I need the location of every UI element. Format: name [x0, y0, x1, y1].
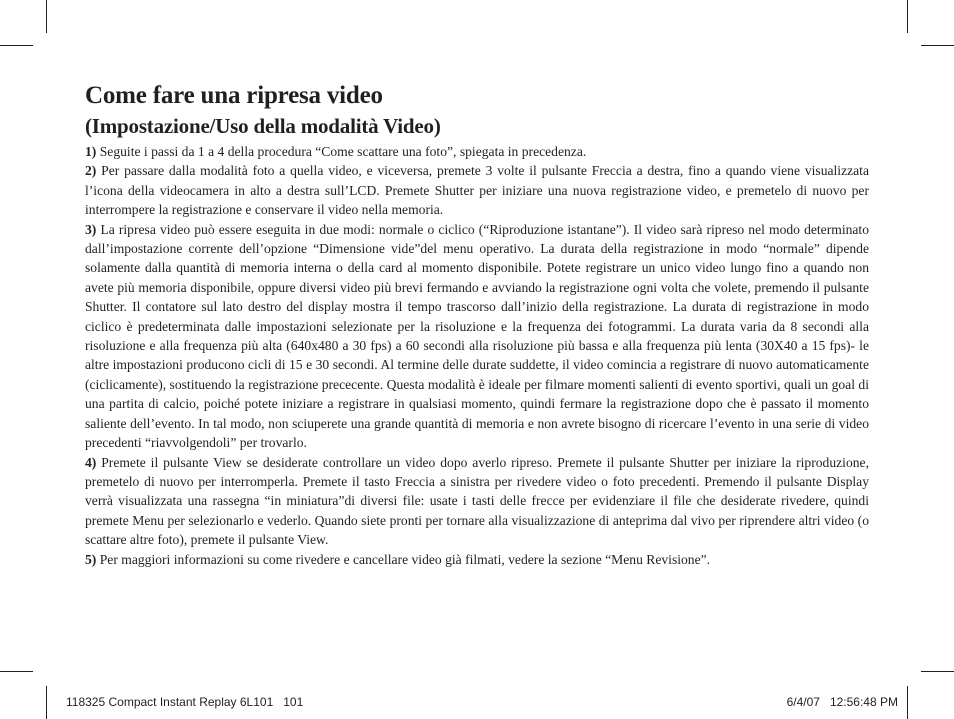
crop-mark-bottom-right-horizontal — [921, 671, 954, 672]
print-slug-filename: 118325 Compact Instant Replay 6L101 101 — [66, 695, 304, 709]
page-title: Come fare una ripresa video — [85, 82, 383, 109]
crop-mark-bottom-left-horizontal — [0, 671, 33, 672]
step-text: Seguite i passi da 1 a 4 della procedura “Come scattare una foto”, spiegata in precedenza. — [99, 144, 587, 159]
crop-mark-bottom-right-vertical — [907, 686, 908, 719]
crop-mark-top-left-horizontal — [0, 45, 33, 46]
step-text: Premete il pulsante View se desiderate controllare un video dopo averlo ripreso. Premete il pulsante Shutter per iniziare la riproduzione, premetelo di nuovo per interromperla. Premete il tasto Freccia a sinistra per rivedere video o foto precedenti. Premendo il pulsante Display verrà visualizzata una rassegna “in miniatura”di diversi file: usate i tasti delle frecce per evidenziare il file che desiderate rivedere, quindi premete Menu per selezionarlo e vederlo. Quando siete pronti per tornare alla visualizzazione di anteprima dal vivo per riprendere altri video (o scattare altre foto), premete il pulsante View. — [85, 454, 869, 548]
step-text: Per maggiori informazioni su come rivedere e cancellare video già filmati, vedere la sezione “Menu Revisione”. — [99, 551, 711, 567]
step-4 — [85, 453, 869, 550]
step-text: La ripresa video può essere eseguita in due modi: normale o ciclico (“Riproduzione istantane”). Il video sarà ripreso nel modo determinato dall’impostazione corrente dell’opzione “Dimensione vide”del menu operativo. La durata della registrazione in modo “normale” dipende solamente dalla quantità di memoria interna o della card al momento disponibile. Potete registrare un unico video lungo fino a quando non avete più memoria disponibile, oppure diversi video più brevi fermando e avviando la registrazione ogni volta che volete, premendo il pulsante Shutter. Il contatore sul lato destro del display mostra il tempo trascorso dall’inizio della registrazione. La durata di registrazione in modo ciclico è predeterminata dalle impostazioni selezionate per la risoluzione e la frequenza dei fotogrammi. La durata varia da 8 secondi alla risoluzione e alla frequenza più alta (640x480 a 30 fps) a 60 secondi alla risoluzione più bassa e alla frequenza più lenta (30X40 a 15 fps)- le altre impostazioni producono cicli di 15 e 30 secondi. Al termine delle durate suddette, il video comincia a registrare di nuovo automaticamente (ciclicamente), sostituendo la registrazione prececente. Questa modalità è ideale per filmare momenti salienti di evento sportivi, quali un goal di una partita di calcio, poiché potete iniziare a registrare in qualsiasi momento, quindi fermare la registrazione dopo che è passato il momento saliente dell’evento. In tal modo, non sciuperete una grande quantità di memoria e non avrete bisogno di ricercare l’evento in una serie di video precedenti “riavvolgendoli” per trovarlo. — [85, 221, 869, 451]
step-3 — [85, 220, 869, 453]
step-text: Per passare dalla modalità foto a quella video, e viceversa, premete 3 volte il pulsante Freccia a destra, fino a quando viene visualizzata l’icona della videocamera in alto a destra sull’LCD. Premete Shutter per iniziare una nuova registrazione video, e premetelo di nuovo per interrompere la registrazione e conservare il video nella memoria. — [85, 163, 869, 218]
step-number: 3) — [85, 221, 97, 237]
step-number: 5) — [85, 551, 97, 567]
page-subtitle: (Impostazione/Uso della modalità Video) — [85, 114, 441, 138]
crop-mark-top-right-vertical — [907, 0, 908, 33]
step-2 — [85, 161, 869, 219]
print-slug-timestamp: 6/4/07 12:56:48 PM — [786, 695, 898, 709]
step-1 — [85, 142, 869, 161]
step-number: 1) — [85, 144, 97, 159]
step-5 — [85, 550, 869, 569]
crop-mark-bottom-left-vertical — [46, 686, 47, 719]
crop-mark-top-left-vertical — [46, 0, 47, 33]
document-body — [85, 80, 869, 569]
step-number: 4) — [85, 454, 97, 470]
crop-mark-top-right-horizontal — [921, 45, 954, 46]
step-number: 2) — [85, 163, 97, 179]
